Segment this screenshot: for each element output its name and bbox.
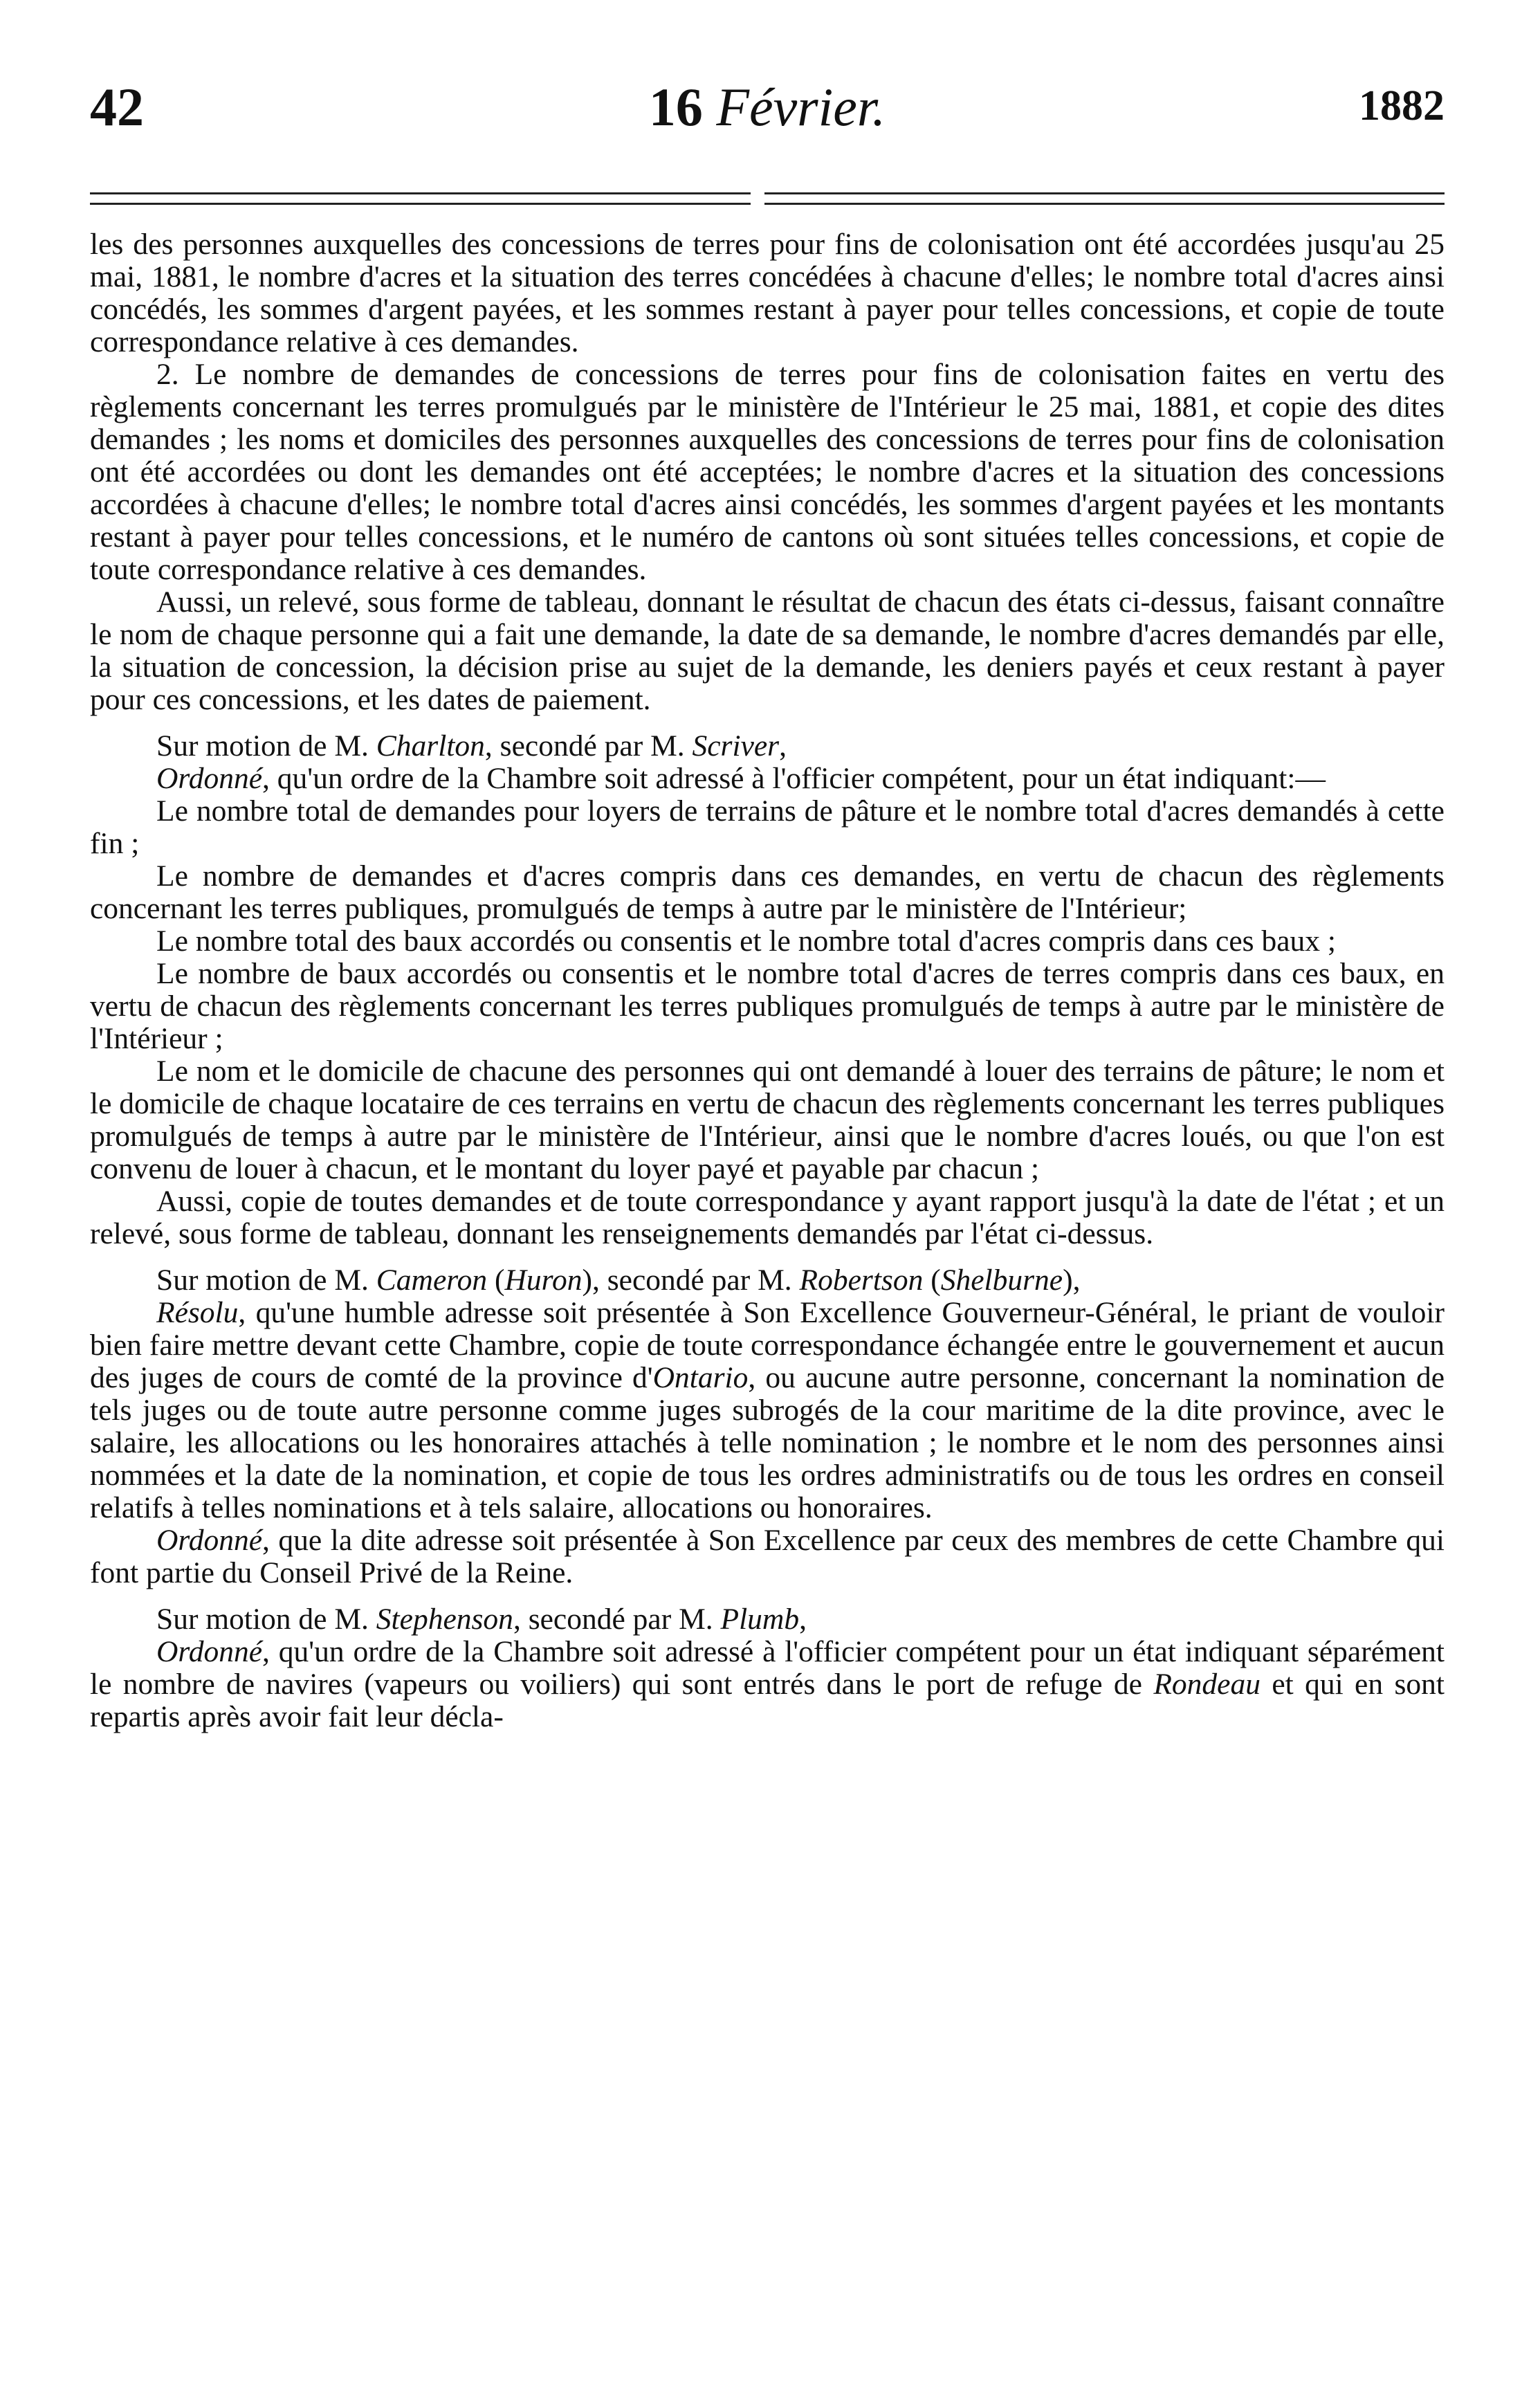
paragraph: [90, 763, 1445, 795]
italic-run: Shelburne: [940, 1264, 1063, 1297]
text-run: , qu'un ordre de la Chambre soit adressé à l'officier compétent, pour un état indiquant:—: [262, 762, 1326, 795]
paragraph: [90, 860, 1445, 925]
paragraph: [90, 1055, 1445, 1185]
text-run: , qu'une humble adresse soit présentée à Son Excellence Gouverneur-Général, le priant de vouloir bien faire mettre devant cette Chambre, copie de toute correspondance échangée entre le gouvernement et aucun des juges de cours de comté de la province d': [90, 1296, 1445, 1394]
header-rule-right: [764, 192, 1445, 205]
paragraph: [90, 358, 1445, 586]
italic-run: Ordonné: [156, 1635, 263, 1668]
text-run: , ou aucune autre personne, concernant la nomination de tels juges ou de toute autre personne comme juges subrogés de la cour maritime de la dite province, avec le salaire, les allocations ou les honoraires attachés à telle nomination ; le nombre et le nom des personnes ainsi nommées et la date de la nomination, et copie de tous les ordres administratifs ou de tous les ordres en conseil relatifs à telles nominations et à tels salaire, allocations ou honoraires.: [90, 1361, 1445, 1524]
page-number: 42: [90, 77, 144, 137]
text-run: Sur motion de M.: [156, 1603, 376, 1636]
paragraph: [90, 1264, 1445, 1297]
text-run: Le nombre total des baux accordés ou consentis et le nombre total d'acres compris dans ces baux ;: [156, 924, 1336, 958]
italic-run: Robertson: [799, 1264, 924, 1297]
text-run: les des personnes auxquelles des concessions de terres pour fins de colonisation ont été accordées jusqu'au 25 mai, 1881, le nombre d'acres et la situation des terres concédées à chacune d'elles; le nombre total d'acres ainsi concédés, les sommes d'argent payées, et les sommes restant à payer pour telles concessions, et copie de toute correspondance relative à ces demandes.: [90, 228, 1445, 358]
text-run: Sur motion de M.: [156, 1264, 376, 1297]
text-run: Sur motion de M.: [156, 729, 376, 763]
italic-run: Ontario: [652, 1361, 749, 1394]
text-run: 2. Le nombre de demandes de concessions de terres pour fins de colonisation faites en vertu des règlements concernant les terres promulgués par le ministère de l'Intérieur le 25 mai, 1881, et copie des dites demandes ; les noms et domiciles des personnes auxquelles des concessions de terres pour fins de colonisation ont été accordées ou dont les demandes ont été acceptées; le nombre d'acres et la situation des concessions accordées à chacune d'elles; le nombre total d'acres ainsi concédés, les sommes d'argent payées et les montants restant à payer pour telles concessions, et le numéro de cantons où sont situées telles concessions, et copie de toute correspondance relative à ces demandes.: [90, 358, 1445, 586]
header-date: [90, 76, 1445, 138]
paragraph: [90, 228, 1445, 358]
italic-run: Cameron: [376, 1264, 488, 1297]
page-header: [90, 76, 1445, 152]
text-run: Aussi, copie de toutes demandes et de toute correspondance y ayant rapport jusqu'à la date de l'état ; et un relevé, sous forme de tableau, donnant les renseignements demandés par l'état ci-dessus.: [90, 1185, 1445, 1250]
paragraph: [90, 925, 1445, 958]
text-run: Le nombre de baux accordés ou consentis et le nombre total d'acres de terres compris dans ces baux, en vertu de chacun des règlements concernant les terres publiques promulgués de temps à autre par le ministère de l'Intérieur ;: [90, 957, 1445, 1055]
text-run: ,: [779, 729, 787, 763]
paragraph: [90, 1603, 1445, 1636]
italic-run: Ordonné: [156, 762, 263, 795]
paragraph: [90, 958, 1445, 1055]
header-day: 16: [648, 77, 703, 137]
italic-run: Résolu: [156, 1296, 239, 1329]
text-run: (: [923, 1264, 941, 1297]
text-run: et qui en sont repartis après avoir fait leur décla-: [90, 1668, 1445, 1733]
text-run: Le nom et le domicile de chacune des personnes qui ont demandé à louer des terrains de pâture; le nom et le domicile de chaque locataire de ces terrains en vertu de chacun des règlements concernant les terres publiques promulgués de temps à autre par le ministère de l'Intérieur, ainsi que le nombre d'acres loués, ou que l'on est convenu de louer à chacun, et le montant du loyer payé et payable par chacun ;: [90, 1055, 1445, 1185]
header-year: 1882: [1359, 82, 1445, 129]
paragraph: [90, 795, 1445, 860]
page: [90, 76, 1445, 1733]
paragraph: [90, 1185, 1445, 1250]
italic-run: Rondeau: [1153, 1668, 1260, 1701]
header-month: Février.: [716, 77, 886, 137]
italic-run: Huron: [504, 1264, 583, 1297]
paragraph: [90, 1524, 1445, 1589]
text-run: , secondé par M.: [484, 729, 693, 763]
text-run: ), secondé par M.: [582, 1264, 800, 1297]
text-run: , qu'un ordre de la Chambre soit adressé à l'officier compétent pour un état indiquant séparément le nombre de navires (vapeurs ou voiliers) qui sont entrés dans le port de refuge de: [90, 1635, 1445, 1701]
body-text: [90, 228, 1445, 1733]
italic-run: Plumb: [720, 1603, 800, 1636]
text-run: Aussi, un relevé, sous forme de tableau, donnant le résultat de chacun des états ci-dessus, faisant connaître le nom de chaque personne qui a fait une demande, la date de sa demande, le nombre d'acres demandés par elle, la situation de concession, la décision prise au sujet de la demande, les deniers payés et ceux restant à payer pour ces concessions, et les dates de paiement.: [90, 585, 1445, 716]
text-run: Le nombre de demandes et d'acres compris dans ces demandes, en vertu de chacun des règlements concernant les terres publiques, promulgués de temps à autre par le ministère de l'Intérieur;: [90, 859, 1445, 925]
text-run: , que la dite adresse soit présentée à Son Excellence par ceux des membres de cette Chambre qui font partie du Conseil Privé de la Reine.: [90, 1524, 1445, 1589]
text-run: (: [487, 1264, 505, 1297]
header-rule-left: [90, 192, 751, 205]
text-run: ,: [799, 1603, 807, 1636]
text-run: , secondé par M.: [513, 1603, 721, 1636]
italic-run: Ordonné: [156, 1524, 263, 1557]
italic-run: Scriver: [692, 729, 780, 763]
italic-run: Charlton: [376, 729, 485, 763]
text-run: ),: [1063, 1264, 1081, 1297]
paragraph: [90, 1636, 1445, 1733]
italic-run: Stephenson: [376, 1603, 513, 1636]
paragraph: [90, 1297, 1445, 1524]
paragraph: [90, 730, 1445, 763]
paragraph: [90, 586, 1445, 716]
text-run: Le nombre total de demandes pour loyers de terrains de pâture et le nombre total d'acres demandés à cette fin ;: [90, 794, 1445, 860]
